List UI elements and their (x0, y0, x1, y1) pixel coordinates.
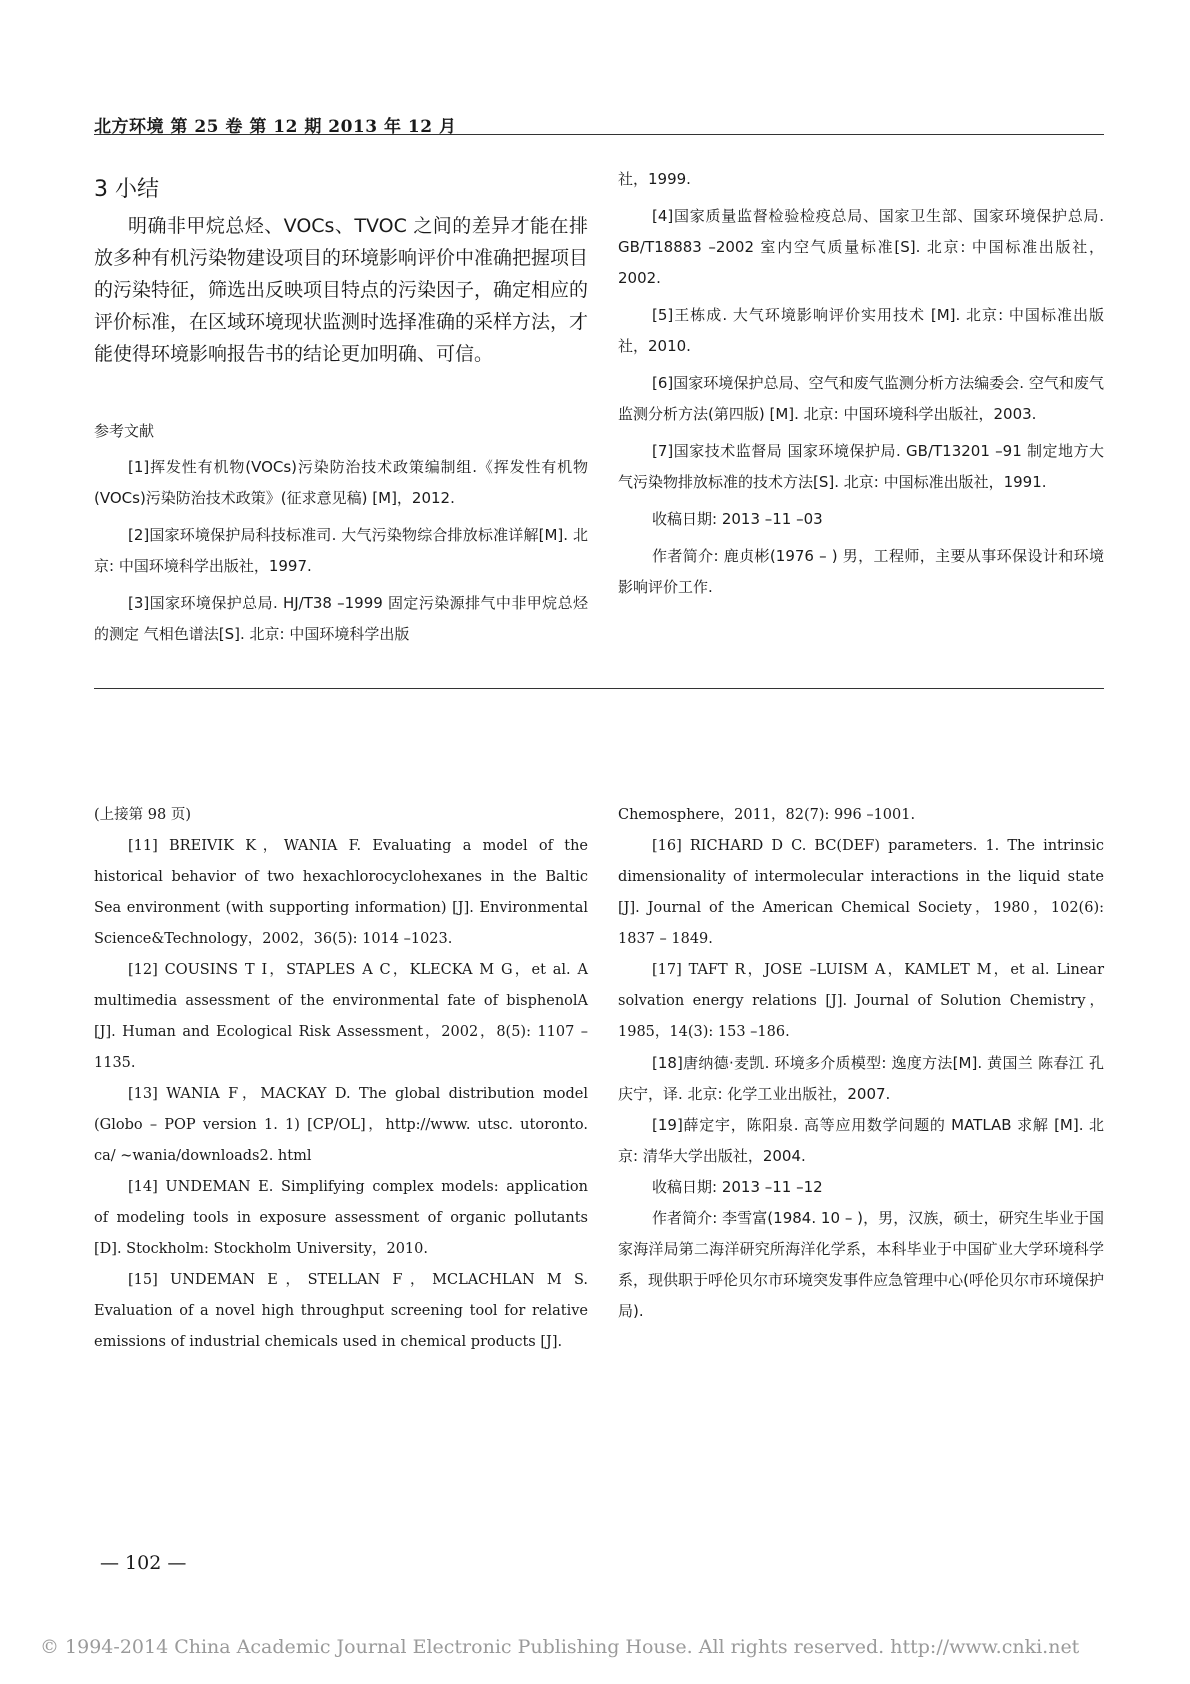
reference-continuation: Chemosphere，2011，82(7): 996 –1001. (618, 807, 916, 823)
references-column-right (618, 164, 1104, 609)
reference-item: [15] UNDEMAN E，STELLAN F，MCLACHLAN M S. Evaluation of a novel high throughput screening tool for relative emissions of industrial chemicals used in chemical products [J]. (94, 1272, 588, 1350)
reference-item: [2]国家环境保护局科技标准司. 大气污染物综合排放标准详解[M]. 北京: 中国环境科学出版社，1997. (94, 526, 588, 575)
reference-item: [11] BREIVIK K，WANIA F. Evaluating a model of the historical behavior of two hexachlorocyclohexanes in the Baltic Sea environment (with supporting information) [J]. Environmental Science&Technology，2002，36(5): 1014 –1023. (94, 838, 588, 947)
page-number: — 102 — (100, 1552, 187, 1574)
reference-item: [12] COUSINS T I，STAPLES A C，KLECKA M G，et al. A multimedia assessment of the environmental fate of bisphenolA [J]. Human and Ecological Risk Assessment，2002，8(5): 1107 – 1135. (94, 962, 588, 1071)
received-date: 收稿日期: 2013 –11 –12 (652, 1178, 823, 1196)
copyright-footer: © 1994-2014 China Academic Journal Electronic Publishing House. All rights reserved. http://www.cnki.net (40, 1636, 1080, 1658)
received-date: 收稿日期: 2013 –11 –03 (652, 510, 823, 528)
reference-item: [16] RICHARD D C. BC(DEF) parameters. 1. The intrinsic dimensionality of intermolecular interactions in the liquid state [J]. Journal of the American Chemical Society，1980，102(6): 1837 – 1849. (618, 838, 1104, 947)
reference-item: [1]挥发性有机物(VOCs)污染防治技术政策编制组.《挥发性有机物(VOCs)污染防治技术政策》(征求意见稿) [M]，2012. (94, 458, 588, 507)
reference-item: [6]国家环境保护总局、空气和废气监测分析方法编委会. 空气和废气监测分析方法(第四版) [M]. 北京: 中国环境科学出版社，2003. (618, 374, 1104, 423)
reference-item: [5]王栋成. 大气环境影响评价实用技术 [M]. 北京: 中国标准出版社，2010. (618, 306, 1104, 355)
reference-item: [13] WANIA F，MACKAY D. The global distribution model (Globo – POP version 1. 1) [CP/OL]，http://www. utsc. utoronto. ca/ ~wania/downloads2. html (94, 1086, 588, 1164)
section-title: 3 小结 (94, 177, 159, 202)
reference-item: [7]国家技术监督局 国家环境保护局. GB/T13201 –91 制定地方大气污染物排放标准的技术方法[S]. 北京: 中国标准出版社，1991. (618, 442, 1104, 491)
continued-from-note: (上接第 98 页) (94, 807, 191, 823)
references-column-left (94, 452, 588, 656)
reference-item: [18]唐纳德·麦凯. 环境多介质模型: 逸度方法[M]. 黄国兰 陈春江 孔庆宁，译. 北京: 化学工业出版社，2007. (618, 1054, 1104, 1103)
reference-continuation: 社，1999. (618, 170, 691, 188)
author-bio: 作者简介: 李雪富(1984. 10 – )，男，汉族，硕士，研究生毕业于国家海洋局第二海洋研究所海洋化学系，本科毕业于中国矿业大学环境科学系，现供职于呼伦贝尔市环境突发事件应急管理中心(呼伦贝尔市环境保护局). (618, 1209, 1104, 1320)
summary-paragraph: 明确非甲烷总烃、VOCs、TVOC 之间的差异才能在排放多种有机污染物建设项目的环境影响评价中准确把握项目的污染特征，筛选出反映项目特点的污染因子，确定相应的评价标准，在区域环境现状监测时选择准确的采样方法，才能使得环境影响报告书的结论更加明确、可信。 (94, 215, 589, 365)
continued-references-left (94, 800, 588, 1358)
reference-item: [14] UNDEMAN E. Simplifying complex models: application of modeling tools in exposure assessment of organic pollutants [D]. Stockholm: Stockholm University，2010. (94, 1179, 588, 1257)
reference-item: [3]国家环境保护总局. HJ/T38 –1999 固定污染源排气中非甲烷总烃的测定 气相色谱法[S]. 北京: 中国环境科学出版 (94, 594, 588, 643)
reference-item: [19]薛定宇，陈阳泉. 高等应用数学问题的 MATLAB 求解 [M]. 北京: 清华大学出版社，2004. (618, 1116, 1104, 1165)
reference-item: [4]国家质量监督检验检疫总局、国家卫生部、国家环境保护总局. GB/T18883 –2002 室内空气质量标准[S]. 北京: 中国标准出版社，2002. (618, 207, 1104, 287)
reference-item: [17] TAFT R，JOSE –LUISM A，KAMLET M，et al. Linear solvation energy relations [J]. Journal of Solution Chemistry，1985，14(3): 153 –186. (618, 962, 1104, 1040)
journal-header: 北方环境 第 25 卷 第 12 期 2013 年 12 月 (94, 117, 457, 137)
article-divider (94, 688, 1104, 689)
references-heading: 参考文献 (94, 422, 155, 440)
header-divider (94, 134, 1104, 135)
author-bio: 作者简介: 鹿贞彬(1976 – ) 男，工程师，主要从事环保设计和环境影响评价工作. (618, 547, 1104, 596)
continued-references-right (618, 800, 1104, 1327)
